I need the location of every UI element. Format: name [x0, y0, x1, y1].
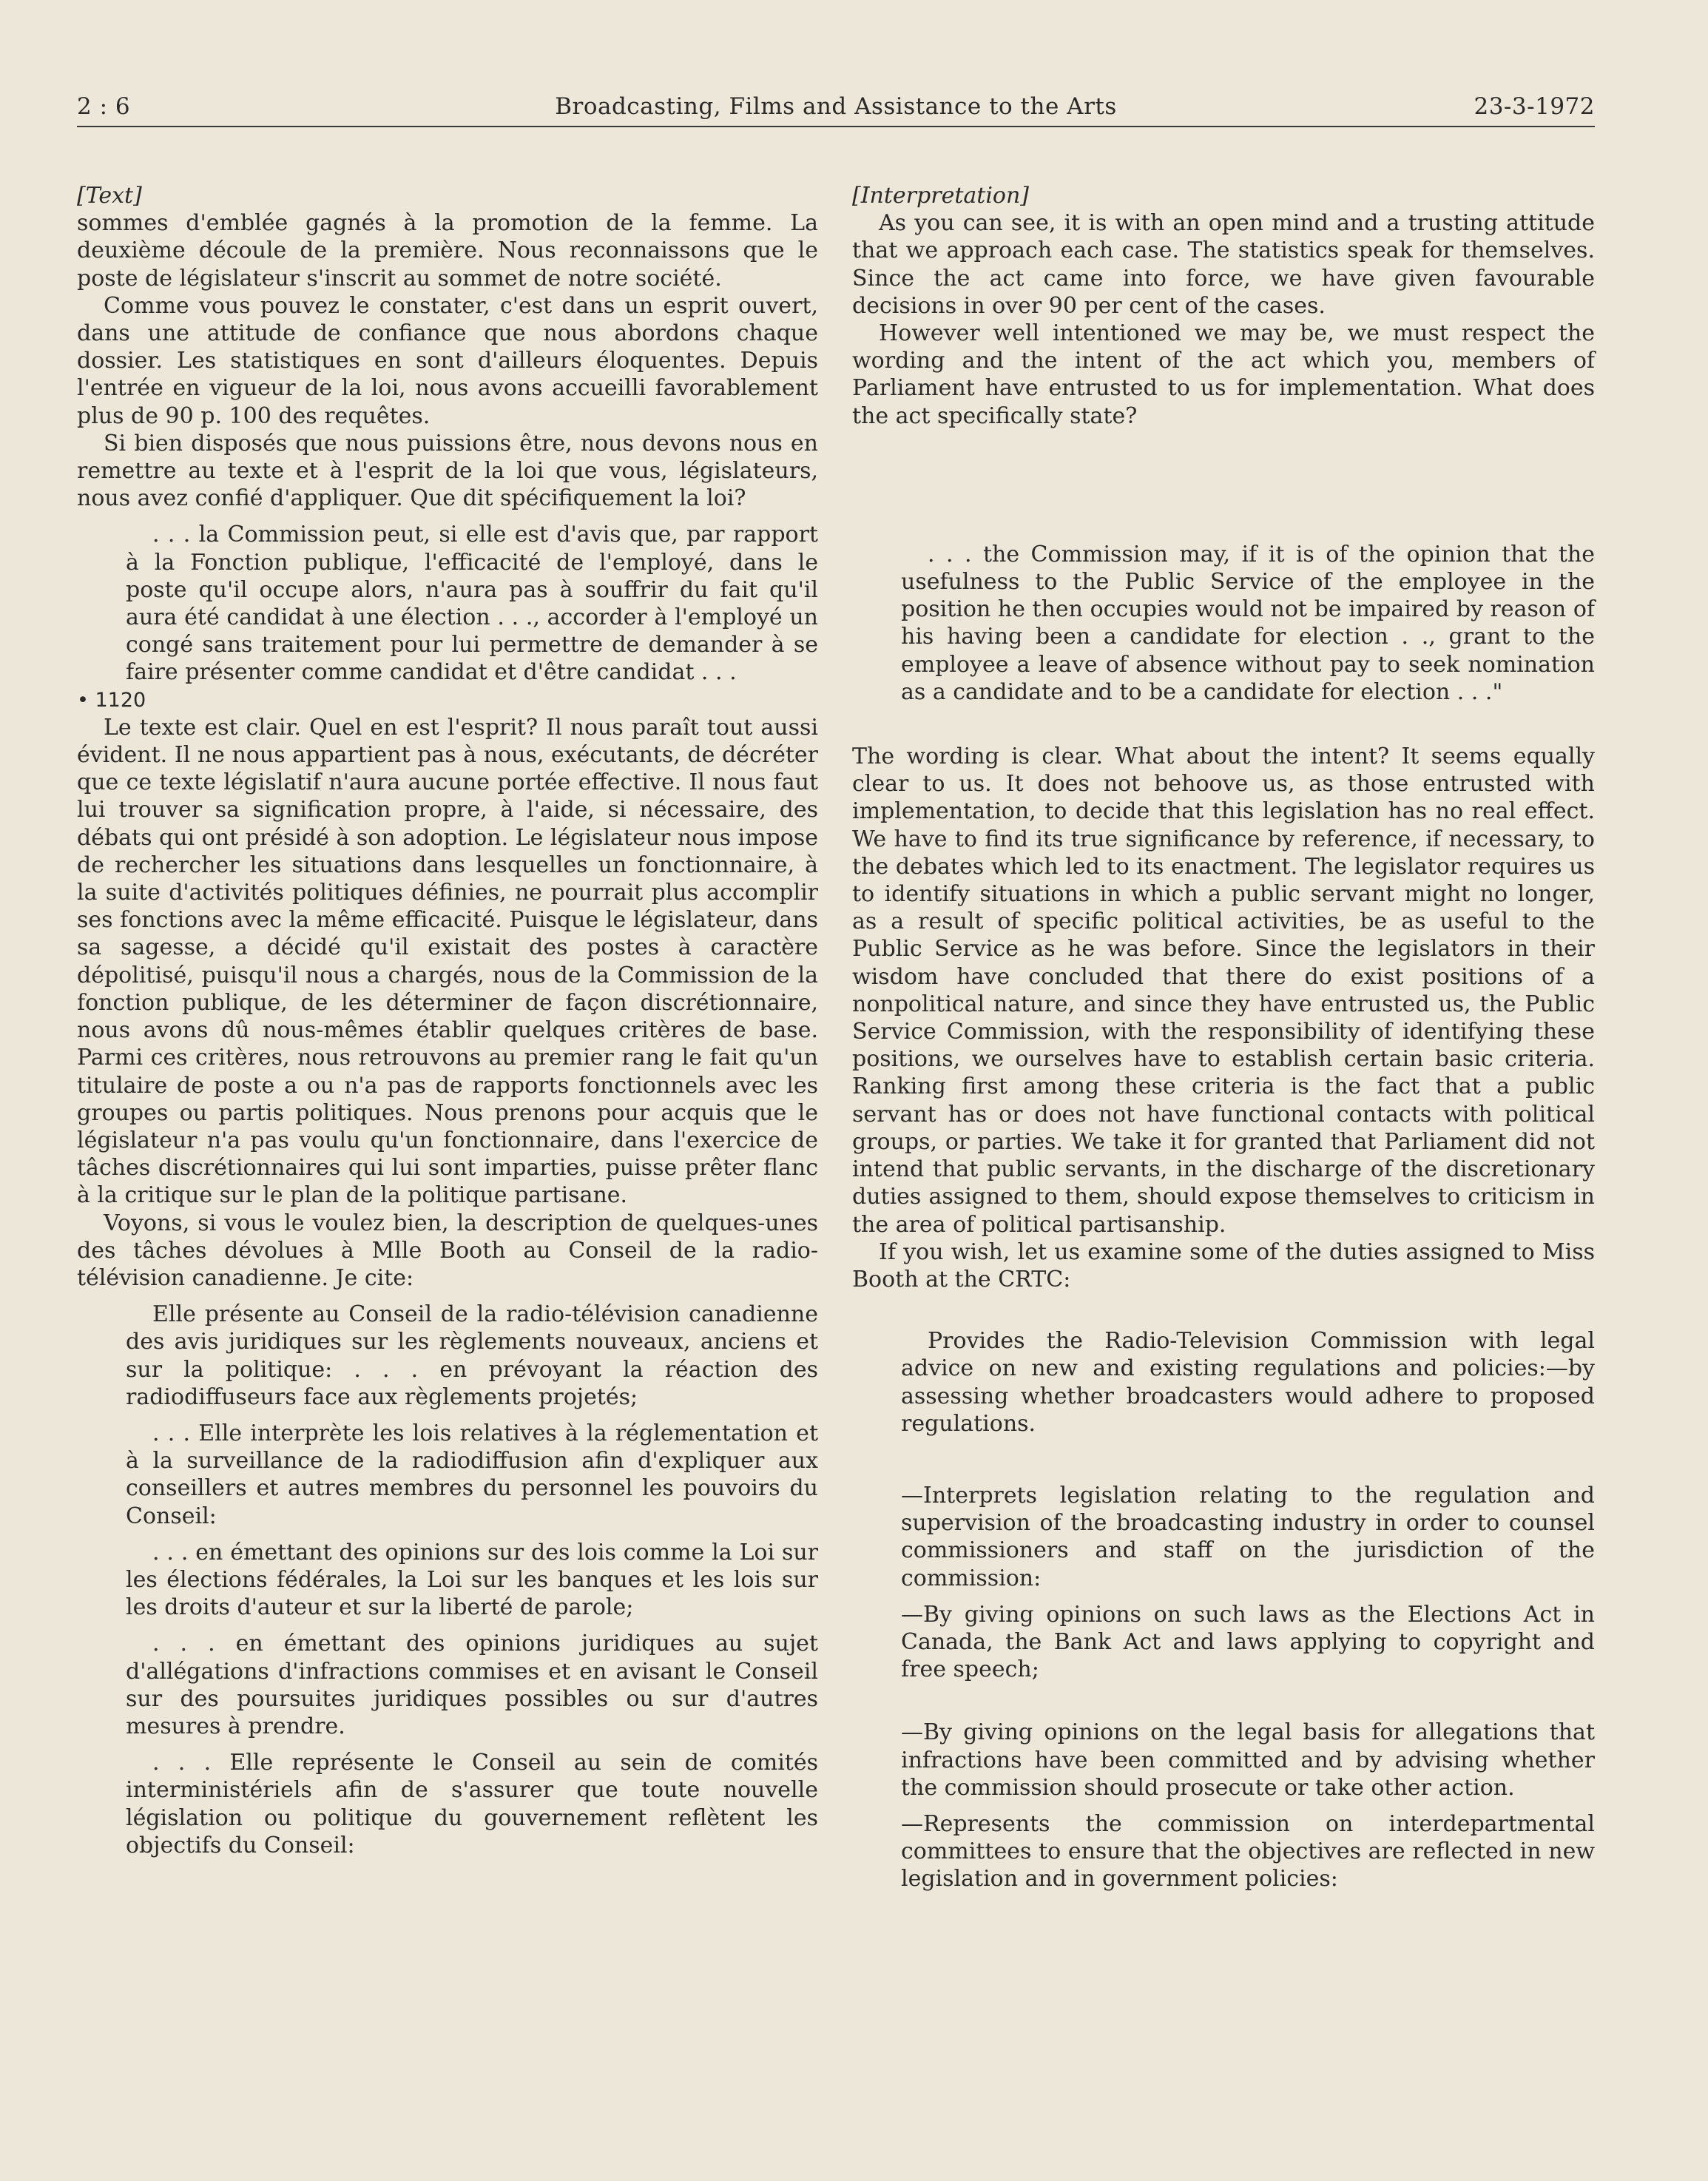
paragraph: However well intentioned we may be, we must respect the wording and the intent of the act which you, members of Parliament have entrusted to us for implementation. What does the act specifically state? — [852, 320, 1595, 429]
quoted-duty: —Represents the commission on interdepartmental committees to ensure that the objectives are reflected in new legislation and in government policies: — [901, 1810, 1595, 1892]
quoted-duty: . . . en émettant des opinions sur des lois comme la Loi sur les élections fédérales, la Loi sur les banques et les lois sur les droits d'auteur et sur la liberté de parole; — [126, 1539, 818, 1621]
interpretation-label: [Interpretation] — [852, 183, 1030, 209]
paragraph: Voyons, si vous le voulez bien, la description de quelques-unes des tâches dévolues à Mlle Booth au Conseil de la radio-télévision canadienne. Je cite: — [77, 1210, 818, 1291]
paragraph: sommes d'emblée gagnés à la promotion de la femme. La deuxième découle de la première. Nous reconnaissons que le poste de législateur s'inscrit au sommet de notre société. — [77, 210, 818, 291]
quoted-duty: Provides the Radio-Television Commission with legal advice on new and existing regulations and policies:—by assessing whether broadcasters would adhere to proposed regulations. — [901, 1328, 1595, 1437]
paragraph: Le texte est clair. Quel en est l'esprit? Il nous paraît tout aussi évident. Il ne nous appartient pas à nous, exécutants, de décréter que ce texte législatif n'aura aucune portée effective. Il nous faut lui trouver sa signification propre, à l'aide, si nécessaire, des débats qui ont présidé à son adoption. Le législateur nous impose de rechercher les situations dans lesquelles un fonctionnaire, à la suite d'activités politiques définies, ne pourrait plus accomplir ses fonctions avec la même efficacité. Puisque le législateur, dans sa sagesse, a décidé qu'il existait des postes à caractère dépolitisé, puisqu'il nous a chargés, nous de la Commission de la fonction publique, de les déterminer de façon discrétionnaire, nous avons dû nous-mêmes établir quelques critères de base. Parmi ces critères, nous retrouvons au premier rang le fait qu'un titulaire de poste a ou n'a pas de rapports fonctionnels avec les groupes ou partis politiques. Nous prenons pour acquis que le législateur n'a pas voulu qu'un fonctionnaire, dans l'exercice de tâches discrétionnaires qui lui sont imparties, puisse prêter flanc à la critique sur le plan de la politique partisane. — [77, 714, 818, 1209]
quoted-duty: Elle présente au Conseil de la radio-télévision canadienne des avis juridiques sur les règlements nouveaux, anciens et sur la politique: . . . en prévoyant la réaction des radiodiffuseurs face aux règlements projetés; — [126, 1301, 818, 1410]
paragraph: Si bien disposés que nous puissions être, nous devons nous en remettre au texte et à l'esprit de la loi que vous, législateurs, nous avez confié d'appliquer. Que dit spécifiquement la loi? — [77, 430, 818, 512]
quoted-act-excerpt: . . . la Commission peut, si elle est d'avis que, par rapport à la Fonction publique, l'efficacité de l'employé, dans le poste qu'il occupe alors, n'aura pas à souffrir du fait qu'il aura été candidat à une élection . . ., accorder à l'employé un congé sans traitement pour lui permettre de demander à se faire présenter comme candidat et d'être candidat . . . — [126, 522, 818, 686]
paragraph: If you wish, let us examine some of the duties assigned to Miss Booth at the CRTC: — [852, 1238, 1595, 1292]
quoted-duty: —Interprets legislation relating to the regulation and supervision of the broadcasting industry in order to counsel commissioners and staff on the jurisdiction of the commission: — [901, 1482, 1595, 1591]
english-column — [852, 182, 1595, 1893]
paragraph: Comme vous pouvez le constater, c'est dans un esprit ouvert, dans une attitude de confiance que nous abordons chaque dossier. Les statistiques en sont d'ailleurs éloquentes. Depuis l'entrée en vigueur de la loi, nous avons accueilli favorablement plus de 90 p. 100 des requêtes. — [77, 292, 818, 429]
quoted-duty: —By giving opinions on the legal basis for allegations that infractions have been committed and by advising whether the commission should prosecute or take other action. — [901, 1719, 1595, 1801]
paragraph: The wording is clear. What about the intent? It seems equally clear to us. It does not behoove us, as those entrusted with implementation, to decide that this legislation has no real effect. We have to find its true significance by reference, if necessary, to the debates which led to its enactment. The legislator requires us to identify situations in which a public servant might no longer, as a result of specific political activities, be as useful to the Public Service as he was before. Since the legislators in their wisdom have concluded that there do exist positions of a nonpolitical nature, and since they have entrusted us, the Public Service Commission, with the responsibility of identifying these positions, we ourselves have to establish certain basic criteria. Ranking first among these criteria is the fact that a public servant has or does not have functional contacts with political groups, or parties. We take it for granted that Parliament did not intend that public servants, in the discharge of the discretionary duties assigned to them, should expose themselves to criticism in the area of political partisanship. — [852, 744, 1595, 1238]
quoted-duty: . . . Elle représente le Conseil au sein de comités interministériels afin de s'assurer que toute nouvelle législation ou politique du gouvernement reflètent les objectifs du Conseil: — [126, 1750, 818, 1858]
quoted-duty: —By giving opinions on such laws as the Elections Act in Canada, the Bank Act and laws applying to copyright and free speech; — [901, 1601, 1595, 1683]
header-date: 23-3-1972 — [1474, 93, 1595, 120]
quoted-act-excerpt: . . . the Commission may, if it is of the opinion that the usefulness to the Public Service of the employee in the position he then occupies would not be impaired by reason of his having been a candidate for election . ., grant to the employee a leave of absence without pay to seek nomination as a candidate and to be a candidate for election . . ." — [901, 541, 1595, 705]
quoted-duty: . . . Elle interprète les lois relatives à la réglementation et à la surveillance de la radiodiffusion afin d'expliquer aux conseillers et autres membres du personnel les pouvoirs du Conseil: — [126, 1420, 818, 1529]
french-column — [77, 182, 818, 1859]
header-title: Broadcasting, Films and Assistance to the Arts — [555, 93, 1117, 120]
text-label: [Text] — [77, 183, 142, 209]
paragraph: As you can see, it is with an open mind and a trusting attitude that we approach each case. The statistics speak for themselves. Since the act came into force, we have given favourable decisions in over 90 per cent of the cases. — [852, 210, 1595, 319]
running-header — [77, 90, 1595, 127]
time-marker: • 1120 — [77, 688, 146, 712]
quoted-duty: . . . en émettant des opinions juridiques au sujet d'allégations d'infractions commises et en avisant le Conseil sur des poursuites juridiques possibles ou sur d'autres mesures à prendre. — [126, 1631, 818, 1739]
page-number: 2 : 6 — [77, 93, 131, 120]
